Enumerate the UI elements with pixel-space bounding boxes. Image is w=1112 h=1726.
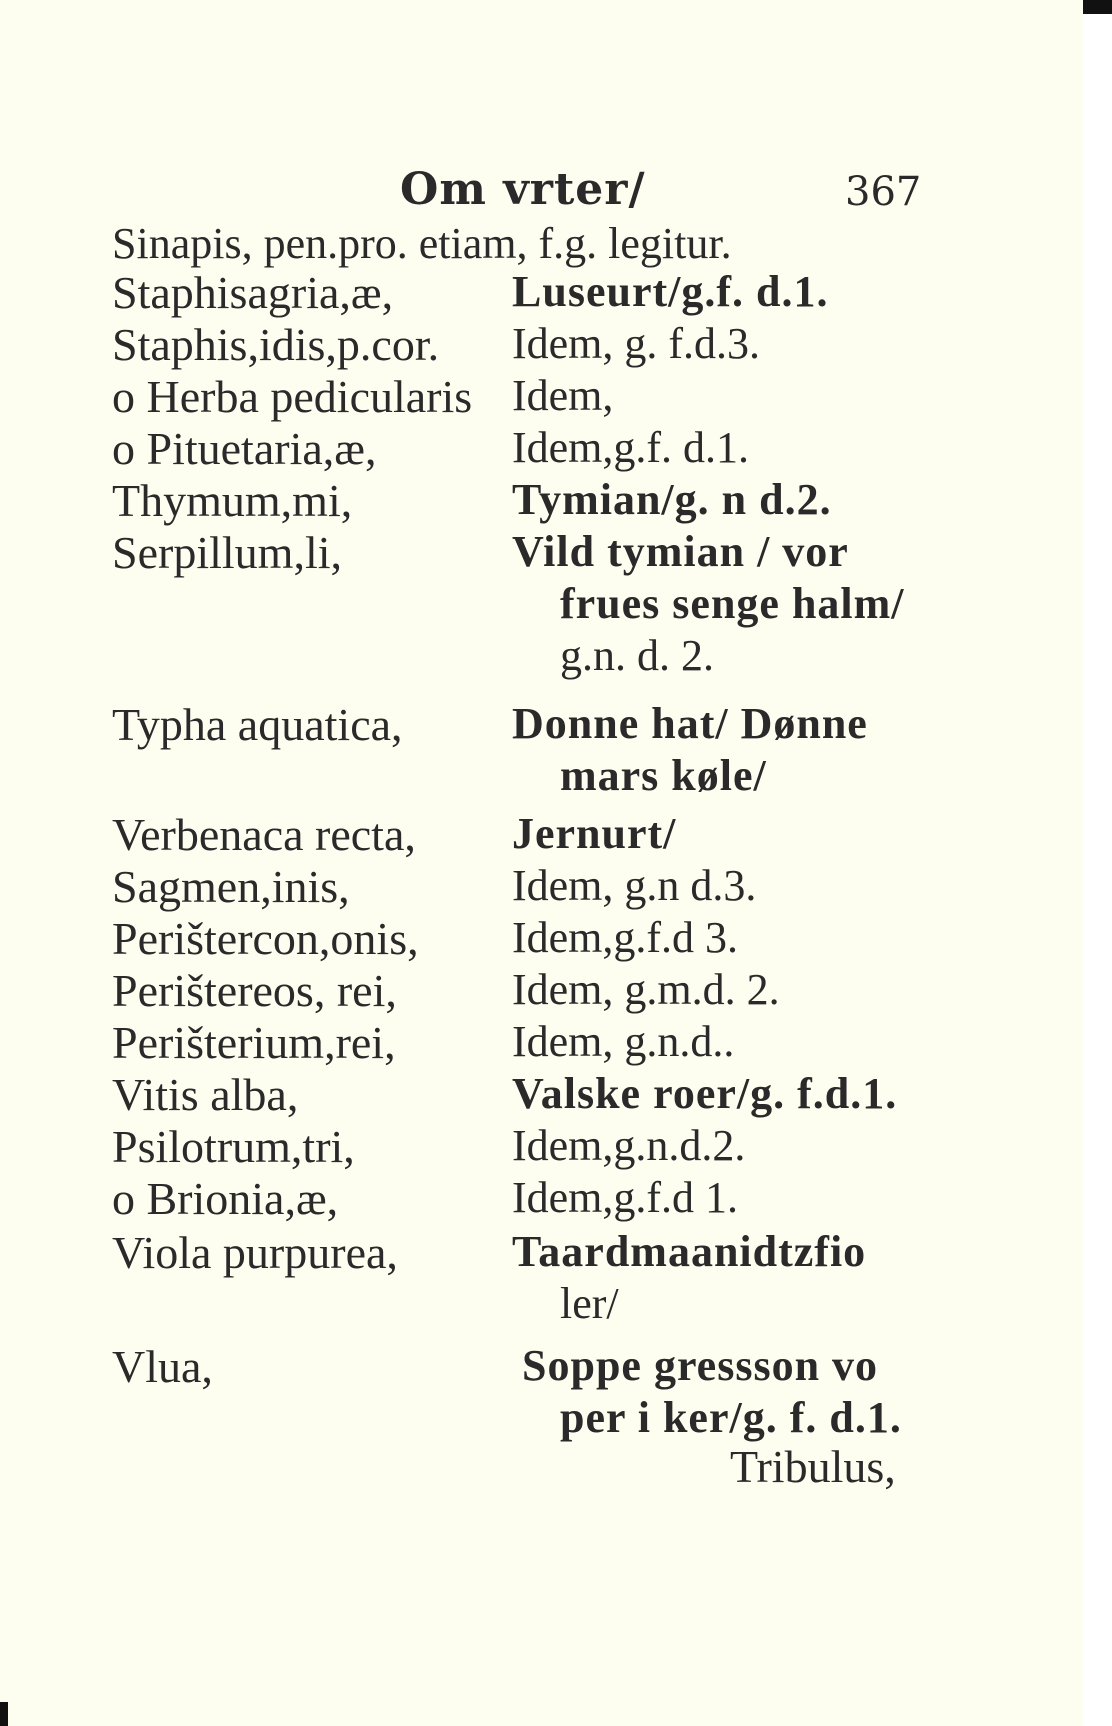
vernacular-continuation: g.n. d. 2.	[560, 631, 714, 680]
vernacular-term: Idem,g.f.d 1.	[512, 1173, 739, 1222]
vernacular-term: Idem,g.f.d 3.	[512, 913, 739, 962]
vernacular-term: Taardmaanidtzfio	[512, 1227, 867, 1276]
vernacular-term: Tymian/g. n d.2.	[512, 475, 832, 524]
vernacular-term: Vild tymian / vor	[512, 527, 849, 576]
latin-term: Verbenaca recta,	[112, 809, 416, 860]
latin-term: Staphis,idis,p.cor.	[112, 319, 440, 370]
vernacular-term: Soppe gressson vo	[522, 1341, 879, 1390]
vernacular-term: Idem,	[512, 371, 614, 420]
scan-mark-top	[1083, 0, 1112, 14]
vernacular-term: Idem,g.f. d.1.	[512, 423, 750, 472]
latin-term: Vitis alba,	[112, 1069, 299, 1120]
vernacular-term: Valske roer/g. f.d.1.	[512, 1069, 898, 1118]
vernacular-term: Idem, g.m.d. 2.	[512, 965, 780, 1014]
vernacular-continuation: per i ker/g. f. d.1.	[560, 1393, 902, 1442]
intro-line: Sinapis, pen.pro. etiam, f.g. legitur.	[112, 219, 732, 268]
catchword: Tribulus,	[730, 1441, 896, 1492]
vernacular-term: Idem, g. f.d.3.	[512, 319, 761, 368]
vernacular-term: Jernurt/	[512, 809, 677, 858]
latin-term: o Brionia,æ,	[112, 1173, 339, 1224]
latin-term: Typha aquatica,	[112, 699, 403, 750]
vernacular-term: Idem, g.n d.3.	[512, 861, 757, 910]
latin-term: o Pituetaria,æ,	[112, 423, 377, 474]
vernacular-continuation: ler/	[560, 1279, 619, 1328]
vernacular-continuation: frues senge halm/	[560, 579, 905, 628]
page-number: 367	[845, 169, 922, 215]
running-head: Om vrter/	[400, 164, 646, 215]
latin-term: o Herba pedicularis	[112, 371, 473, 422]
scan-mark-bottom	[0, 1702, 8, 1726]
latin-term: Sagmen,inis,	[112, 861, 350, 912]
latin-term: Psilotrum,tri,	[112, 1121, 355, 1172]
vernacular-term: Luseurt/g.f. d.1.	[512, 267, 829, 316]
latin-term: Viola purpurea,	[112, 1227, 398, 1278]
page-edge	[1083, 0, 1112, 1726]
latin-term: Perišterium,rei,	[112, 1017, 396, 1068]
latin-term: Thymum,mi,	[112, 475, 353, 526]
latin-term: Vlua,	[112, 1341, 213, 1392]
vernacular-continuation: mars køle/	[560, 751, 767, 800]
vernacular-term: Donne hat/ Dønne	[512, 699, 868, 748]
vernacular-term: Idem,g.n.d.2.	[512, 1121, 746, 1170]
latin-term: Serpillum,li,	[112, 527, 342, 578]
vernacular-term: Idem, g.n.d..	[512, 1017, 735, 1066]
latin-term: Perištereos, rei,	[112, 965, 397, 1016]
latin-term: Staphisagria,æ,	[112, 267, 394, 318]
latin-term: Perištercon,onis,	[112, 913, 419, 964]
